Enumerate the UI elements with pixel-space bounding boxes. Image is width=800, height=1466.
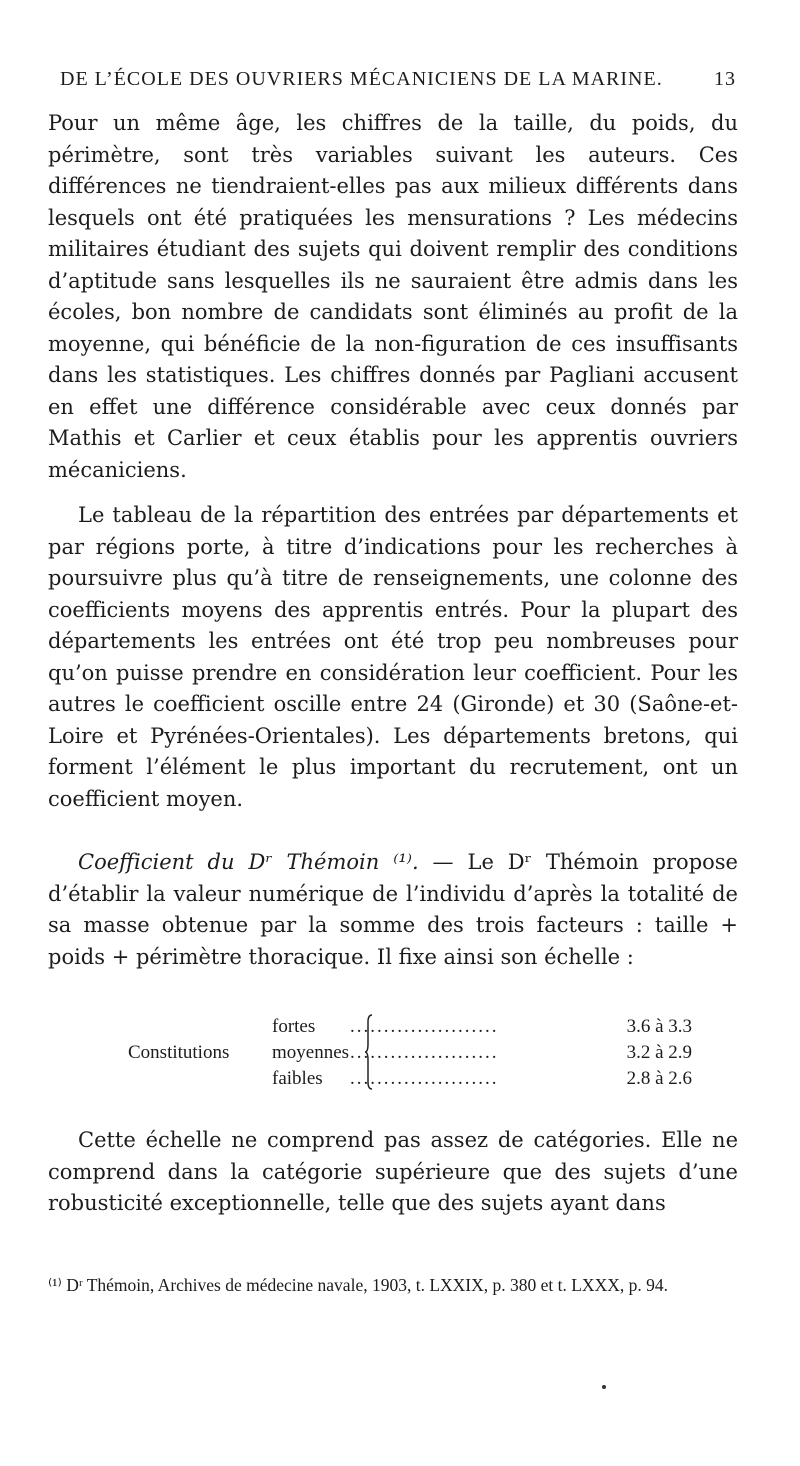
- header-title: DE L’ÉCOLE DES OUVRIERS MÉCANICIENS DE LA MARINE.: [60, 68, 663, 90]
- scale-row-name: faibles: [272, 1068, 323, 1089]
- scale-label: Constitutions: [128, 1042, 230, 1063]
- footnote: ⁽¹⁾ Dʳ Thémoin, Archives de médecine navale, 1903, t. LXXIX, p. 380 et t. LXXX, p. 94.: [48, 1275, 668, 1295]
- scale-row-fortes: [272, 1016, 692, 1040]
- running-header: [58, 64, 738, 98]
- scale-row-range: 3.6 à 3.3: [626, 1016, 692, 1037]
- paragraph-4: Cette échelle ne comprend pas assez de catégories. Elle ne comprend dans la catégorie supérieure que des sujets d’une robusticité exceptionnelle, telle que des sujets ayant dans: [48, 1128, 738, 1215]
- paragraph-3-body: — Le Dʳ Thémoin propose d’établir la valeur numérique de l’individu d’après la totalité de sa masse obtenue par la somme des trois facteurs : taille + poids + périmètre thoracique. Il fixe ainsi son échelle :: [48, 850, 738, 969]
- scale-row-faibles: [272, 1068, 692, 1092]
- section-heading: Coefficient du Dʳ Thémoin ⁽¹⁾.: [78, 850, 419, 874]
- leader-dots: ......................: [350, 1068, 499, 1089]
- constitution-scale: [128, 1010, 692, 1100]
- leader-dots: ......................: [350, 1042, 499, 1063]
- scale-row-moyennes: [272, 1042, 692, 1066]
- leader-dots: ......................: [350, 1016, 499, 1037]
- scale-row-range: 3.2 à 2.9: [626, 1042, 692, 1063]
- scale-row-range: 2.8 à 2.6: [626, 1068, 692, 1089]
- ink-speck: [602, 1385, 606, 1389]
- paragraph-2: Le tableau de la répartition des entrées par départements et par régions porte, à titre d’indications pour les recherches à poursuivre plus qu’à titre de renseignements, une colonne des coefficients moyens des apprentis entrés. Pour la plupart des départements les entrées ont été trop peu nombreuses pour qu’on puisse prendre en considération leur coefficient. Pour les autres le coefficient oscille entre 24 (Gironde) et 30 (Saône-et-Loire et Pyrénées-Orientales). Les départements bretons, qui forment l’élément le plus important du recrutement, ont un coefficient moyen.: [48, 503, 738, 811]
- scale-row-name: moyennes: [272, 1042, 350, 1063]
- page-number: 13: [714, 68, 736, 90]
- paragraph-3: [48, 847, 738, 973]
- scale-row-name: fortes: [272, 1016, 316, 1037]
- paragraph-1: Pour un même âge, les chiffres de la taille, du poids, du périmètre, sont très variables suivant les auteurs. Ces différences ne tiendraient-elles pas aux milieux différents dans lesquels ont été pratiquées les mensurations ? Les médecins militaires étudiant des sujets qui doivent remplir des conditions d’aptitude sans lesquelles ils ne sauraient être admis dans les écoles, bon nombre de candidats sont éliminés au profit de la moyenne, qui bénéficie de la non-figuration de ces insuffisants dans les statistiques. Les chiffres donnés par Pagliani accusent en effet une différence considérable avec ceux donnés par Mathis et Carlier et ceux établis pour les apprentis ouvriers mécaniciens.: [48, 111, 738, 482]
